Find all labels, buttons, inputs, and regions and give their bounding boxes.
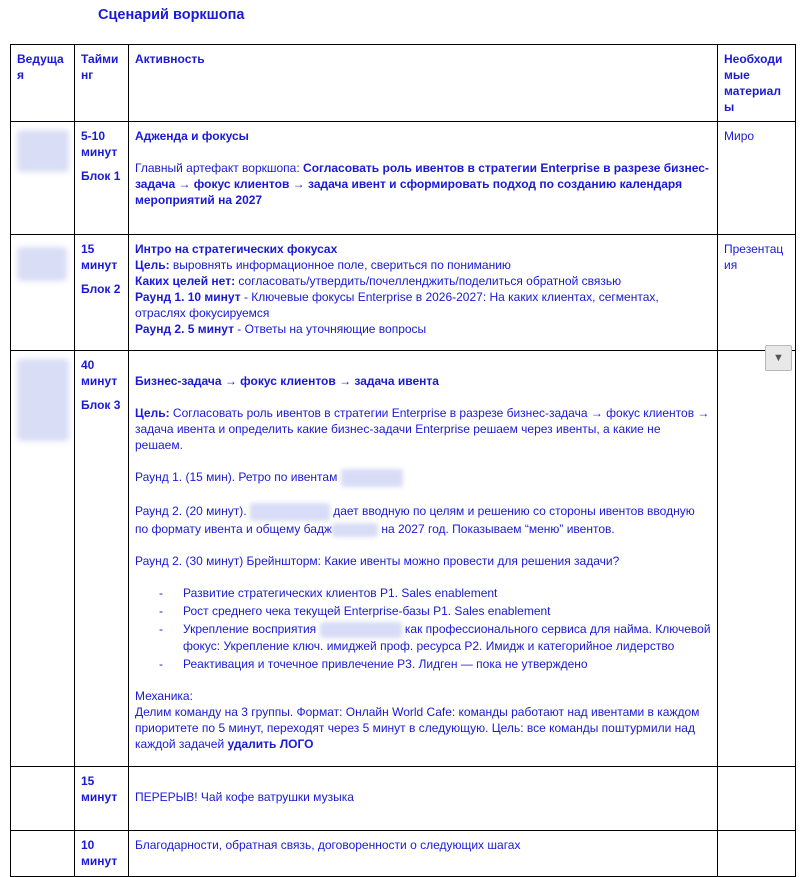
list-item: - Развитие стратегических клиентов P1. Sales enablement bbox=[159, 585, 711, 601]
mechanics-label: Механика: bbox=[135, 688, 193, 703]
goal-line: Цель: выровнять информационное поле, свериться по пониманию bbox=[135, 258, 511, 272]
table-row bbox=[11, 122, 796, 235]
list-item: - Укрепление восприятия как профессионального сервиса для найма. Ключевой фокус: Укрепление ключ. имиджей проф. ресурса P2. Имидж и категорийное лидерство bbox=[159, 621, 711, 654]
table-header-row bbox=[11, 45, 796, 122]
header-materials: Необходи мые материал ы bbox=[718, 45, 796, 122]
round2-line: Раунд 2. 5 минут - Ответы на уточняющие вопросы bbox=[135, 322, 427, 336]
redacted-text bbox=[341, 469, 403, 487]
redacted-host bbox=[17, 247, 67, 281]
redacted-text bbox=[320, 622, 402, 638]
activity-cell bbox=[129, 831, 718, 877]
nogoal-line: Каких целей нет: согласовать/утвердить/почелленджить/поделиться обратной связью bbox=[135, 274, 622, 288]
break-text: ПЕРЕРЫВ! Чай кофе ватрушки музыка bbox=[135, 790, 354, 804]
time-label: 15 минут bbox=[81, 774, 118, 804]
closing-text: Благодарности, обратная связь, договоренности о следующих шагах bbox=[135, 838, 521, 852]
host-cell bbox=[11, 831, 75, 877]
header-activity: Активность bbox=[129, 45, 718, 122]
redacted-host bbox=[17, 359, 69, 441]
list-item: - Реактивация и точечное привлечение P3. Лидген — пока не утверждено bbox=[159, 656, 711, 672]
header-timing: Тайми нг bbox=[75, 45, 129, 122]
block-label: Блок 1 bbox=[81, 169, 121, 183]
materials-cell bbox=[718, 767, 796, 831]
materials-cell: Презентац ия bbox=[718, 235, 796, 351]
table-row bbox=[11, 351, 796, 767]
priority-list bbox=[135, 585, 711, 672]
artifact-text: Главный артефакт воркшопа: Согласовать роль ивентов в стратегии Enterprise в разрезе бизнес-задача → фокус клиентов → задача ивент и сформировать подход по созданию календаря мероприятий на 2027 bbox=[135, 161, 709, 207]
mechanics-text: Делим команду на 3 группы. Формат: Онлайн World Cafe: команды работают над ивентами в каждом приоритете по 5 минут, переходят через 5 минут в следующую. Цель: все команды поштурмили над каждой задачей удалить ЛОГО bbox=[135, 704, 700, 751]
page-title: Сценарий воркшопа bbox=[98, 7, 245, 23]
round1-line: Раунд 1. 10 минут - Ключевые фокусы Enterprise в 2026-2027: На каких клиентах, сегментах, отраслях фокусируемся bbox=[135, 290, 659, 320]
workshop-table bbox=[10, 44, 796, 877]
block-label: Блок 2 bbox=[81, 282, 121, 296]
redacted-host bbox=[17, 130, 69, 172]
goal-line: Цель: Согласовать роль ивентов в стратегии Enterprise в разрезе бизнес-задача → фокус клиентов → задача ивента и определить какие бизнес-задачи Enterprise решаем через ивенты, а какие не решаем. bbox=[135, 406, 710, 452]
header-host: Ведуща я bbox=[11, 45, 75, 122]
host-cell bbox=[11, 767, 75, 831]
table-row bbox=[11, 831, 796, 877]
timing-cell bbox=[75, 767, 129, 831]
row-heading: Интро на стратегических фокусах bbox=[135, 242, 338, 256]
block-label: Блок 3 bbox=[81, 398, 121, 412]
materials-cell bbox=[718, 351, 796, 767]
list-item: - Рост среднего чека текущей Enterprise-базы P1. Sales enablement bbox=[159, 603, 711, 619]
activity-cell bbox=[129, 235, 718, 351]
round3-line: Раунд 2. (30 минут) Брейншторм: Какие ивенты можно провести для решения задачи? bbox=[135, 554, 620, 568]
time-label: 5-10 минут bbox=[81, 129, 118, 159]
row-heading: Бизнес-задача → фокус клиентов → задача ивента bbox=[135, 374, 439, 388]
timing-cell bbox=[75, 122, 129, 235]
host-cell bbox=[11, 122, 75, 235]
timing-cell bbox=[75, 351, 129, 767]
host-cell bbox=[11, 235, 75, 351]
timing-cell bbox=[75, 235, 129, 351]
time-label: 40 минут bbox=[81, 358, 118, 388]
activity-cell bbox=[129, 351, 718, 767]
activity-cell bbox=[129, 122, 718, 235]
time-label: 10 минут bbox=[81, 838, 118, 868]
round1-line: Раунд 1. (15 мин). Ретро по ивентам bbox=[135, 469, 711, 487]
host-cell bbox=[11, 351, 75, 767]
materials-cell bbox=[718, 831, 796, 877]
chevron-down-icon: ▼ bbox=[773, 352, 784, 364]
timing-cell bbox=[75, 831, 129, 877]
materials-cell: Миро bbox=[718, 122, 796, 235]
table-row bbox=[11, 235, 796, 351]
round2-line: Раунд 2. (20 минут). дает вводную по целям и решению со стороны ивентов вводную по формату ивента и общему бадж на 2027 год. Показываем “меню” ивентов. bbox=[135, 504, 695, 536]
table-row bbox=[11, 767, 796, 831]
activity-cell bbox=[129, 767, 718, 831]
redacted-text bbox=[250, 503, 330, 521]
dropdown-button[interactable] bbox=[765, 345, 792, 371]
redacted-text bbox=[332, 523, 378, 537]
time-label: 15 минут bbox=[81, 242, 118, 272]
row-heading: Адженда и фокусы bbox=[135, 129, 249, 143]
